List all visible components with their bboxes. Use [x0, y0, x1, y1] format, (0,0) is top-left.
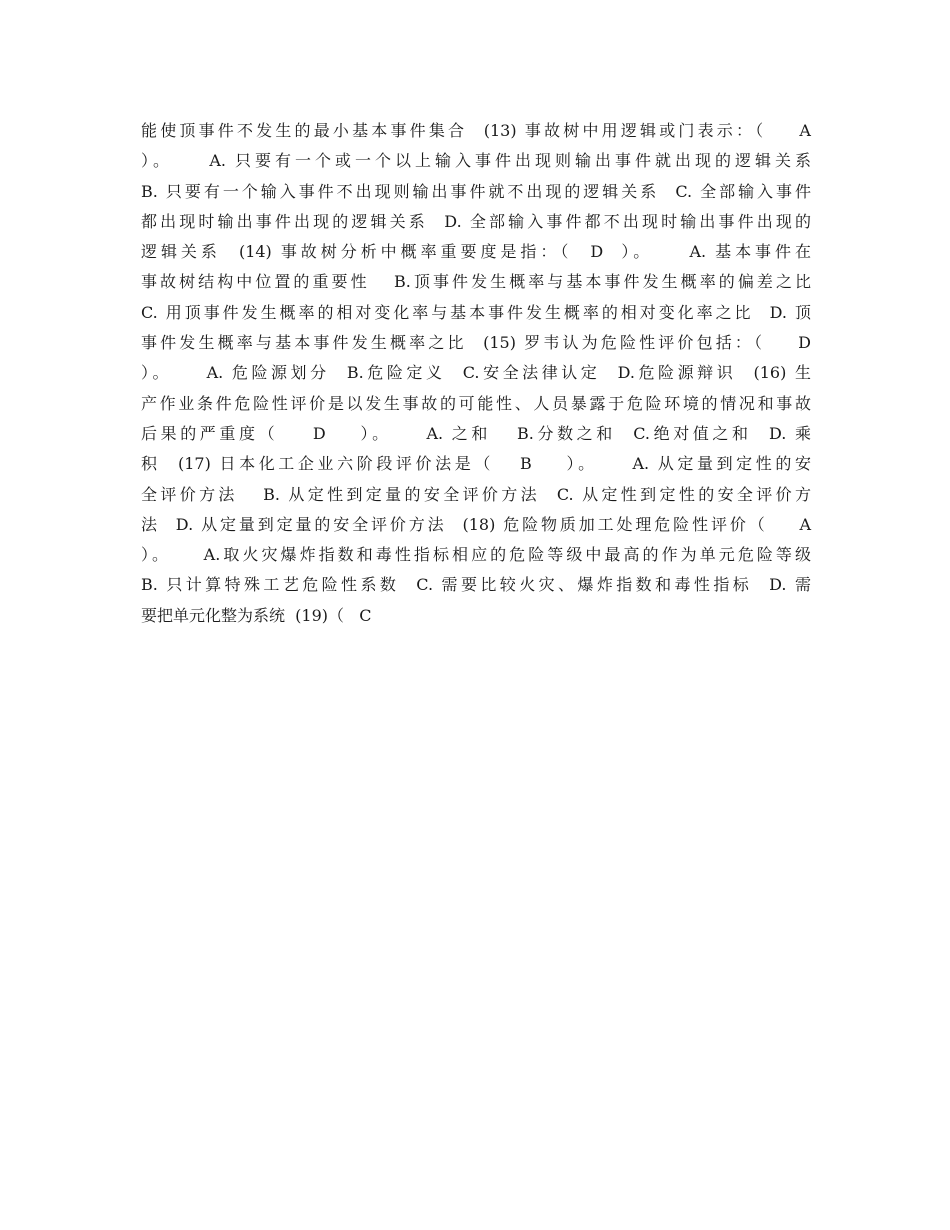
- text-line: 积 (17) 日本化工企业六阶段评价法是（ B ）。 A. 从定量到定性的安: [141, 454, 811, 474]
- text-line: 都出现时输出事件出现的逻辑关系 D. 全部输入事件都不出现时输出事件出现的: [141, 211, 811, 231]
- text-line: ）。 A.取火灾爆炸指数和毒性指标相应的危险等级中最高的作为单元危险等级: [141, 545, 811, 565]
- text-line: 全评价方法 B. 从定性到定量的安全评价方法 C. 从定性到定性的安全评价方: [141, 484, 811, 504]
- question-text-block: [141, 116, 811, 631]
- text-line: ）。 A. 只要有一个或一个以上输入事件出现则输出事件就出现的逻辑关系: [141, 151, 811, 171]
- text-line: ）。 A. 危险源划分 B.危险定义 C.安全法律认定 D.危险源辩识 (16) 生: [141, 363, 811, 383]
- text-line: 逻辑关系 (14) 事故树分析中概率重要度是指：（ D ）。 A. 基本事件在: [141, 242, 811, 262]
- text-line: C. 用顶事件发生概率的相对变化率与基本事件发生概率的相对变化率之比 D. 顶: [141, 302, 811, 322]
- text-line: 后果的严重度（ D ）。 A. 之和 B.分数之和 C.绝对值之和 D. 乘: [141, 423, 811, 443]
- text-line: 事件发生概率与基本事件发生概率之比 (15) 罗韦认为危险性评价包括：（ D: [141, 333, 811, 353]
- text-line-last: 要把单元化整为系统 (19)（ C: [141, 605, 372, 625]
- text-line: 产作业条件危险性评价是以发生事故的可能性、人员暴露于危险环境的情况和事故: [141, 393, 811, 413]
- text-line: 事故树结构中位置的重要性 B.顶事件发生概率与基本事件发生概率的偏差之比: [141, 272, 811, 292]
- text-line: 法 D. 从定量到定量的安全评价方法 (18) 危险物质加工处理危险性评价（ A: [141, 514, 811, 534]
- text-line: 能使顶事件不发生的最小基本事件集合 (13) 事故树中用逻辑或门表示：（ A: [141, 121, 811, 140]
- text-line: B. 只要有一个输入事件不出现则输出事件就不出现的逻辑关系 C. 全部输入事件: [141, 181, 811, 201]
- text-line: B. 只计算特殊工艺危险性系数 C. 需要比较火灾、爆炸指数和毒性指标 D. 需: [141, 575, 811, 595]
